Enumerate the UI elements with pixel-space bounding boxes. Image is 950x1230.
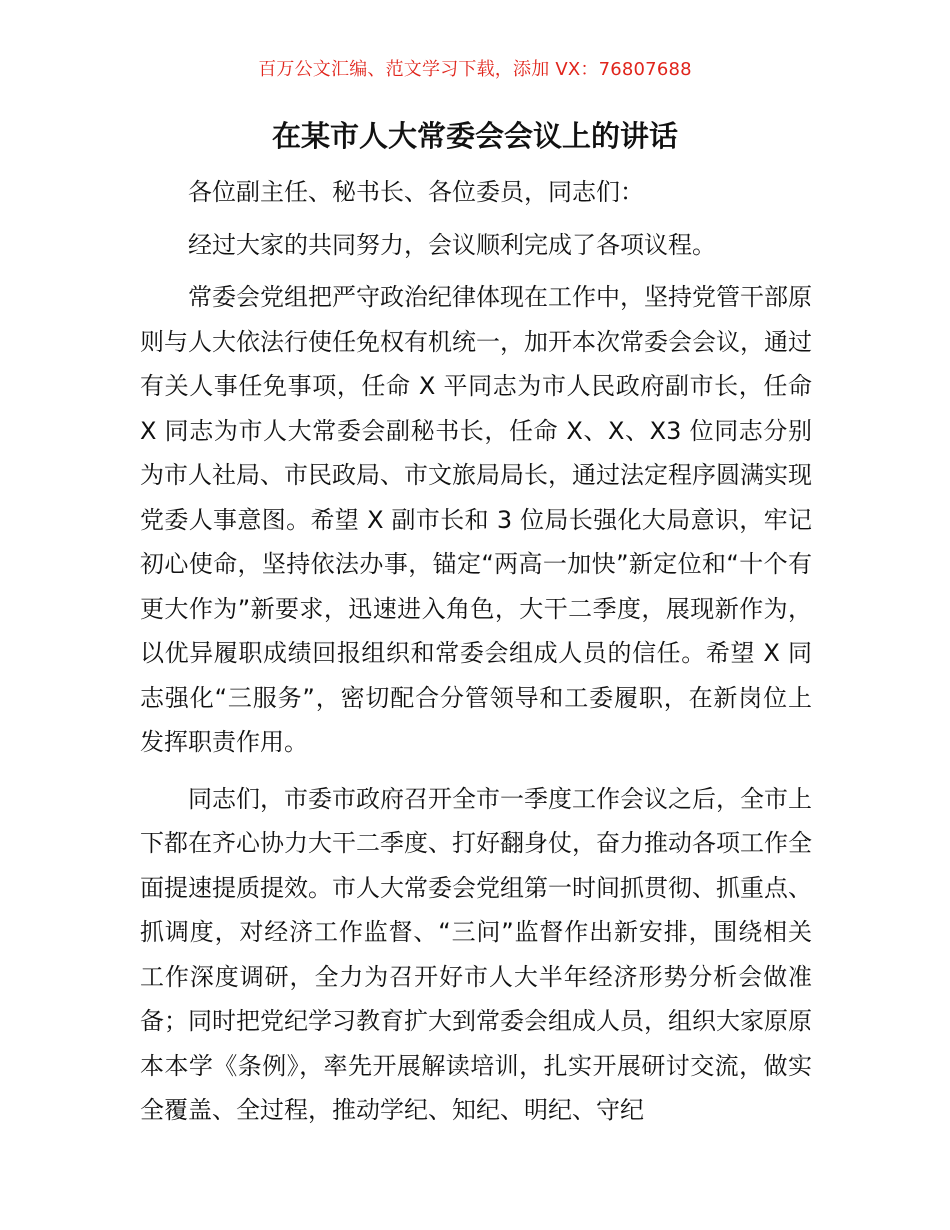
paragraph-personnel-appointments: 常委会党组把严守政治纪律体现在工作中，坚持党管干部原则与人大依法行使任免权有机统一，加开本次常委会会议，通过有关人事任免事项，任命 X 平同志为市人民政府副市长，任命 X 同志为市人大常委会副秘书长，任命 X、X、X3 位同志分别为市人社局、市民政局、市文旅局局长，通过法定程序圆满实现党委人事意图。希望 X 副市长和 3 位局长强化大局意识，牢记初心使命，坚持依法办事，锚定“两高一加快”新定位和“十个有更大作为”新要求，迅速进入角色，大干二季度，展现新作为，以优异履职成绩回报组织和常委会组成人员的信任。希望 X 同志强化“三服务”，密切配合分管领导和工委履职，在新岗位上发挥职责作用。 xyxy=(140,283,812,756)
paragraph-greeting: 各位副主任、秘书长、各位委员，同志们： xyxy=(188,178,644,206)
paragraph-agenda-complete: 经过大家的共同努力，会议顺利完成了各项议程。 xyxy=(188,230,716,259)
document-body xyxy=(140,170,812,1133)
paragraph-work-arrangements: 同志们，市委市政府召开全市一季度工作会议之后，全市上下都在齐心协力大干二季度、打好翻身仗，奋力推动各项工作全面提速提质提效。市人大常委会党组第一时间抓贯彻、抓重点、抓调度，对经济工作监督、“三问”监督作出新安排，围绕相关工作深度调研，全力为召开好市人大半年经济形势分析会做准备；同时把党纪学习教育扩大到常委会组成人员，组织大家原原本本学《条例》，率先开展解读培训，扎实开展研讨交流，做实全覆盖、全过程，推动学纪、知纪、明纪、守纪 xyxy=(140,784,812,1124)
document-title: 在某市人大常委会会议上的讲话 xyxy=(271,119,678,153)
promo-header: 百万公文汇编、范文学习下载，添加 VX：76807688 xyxy=(258,59,692,80)
